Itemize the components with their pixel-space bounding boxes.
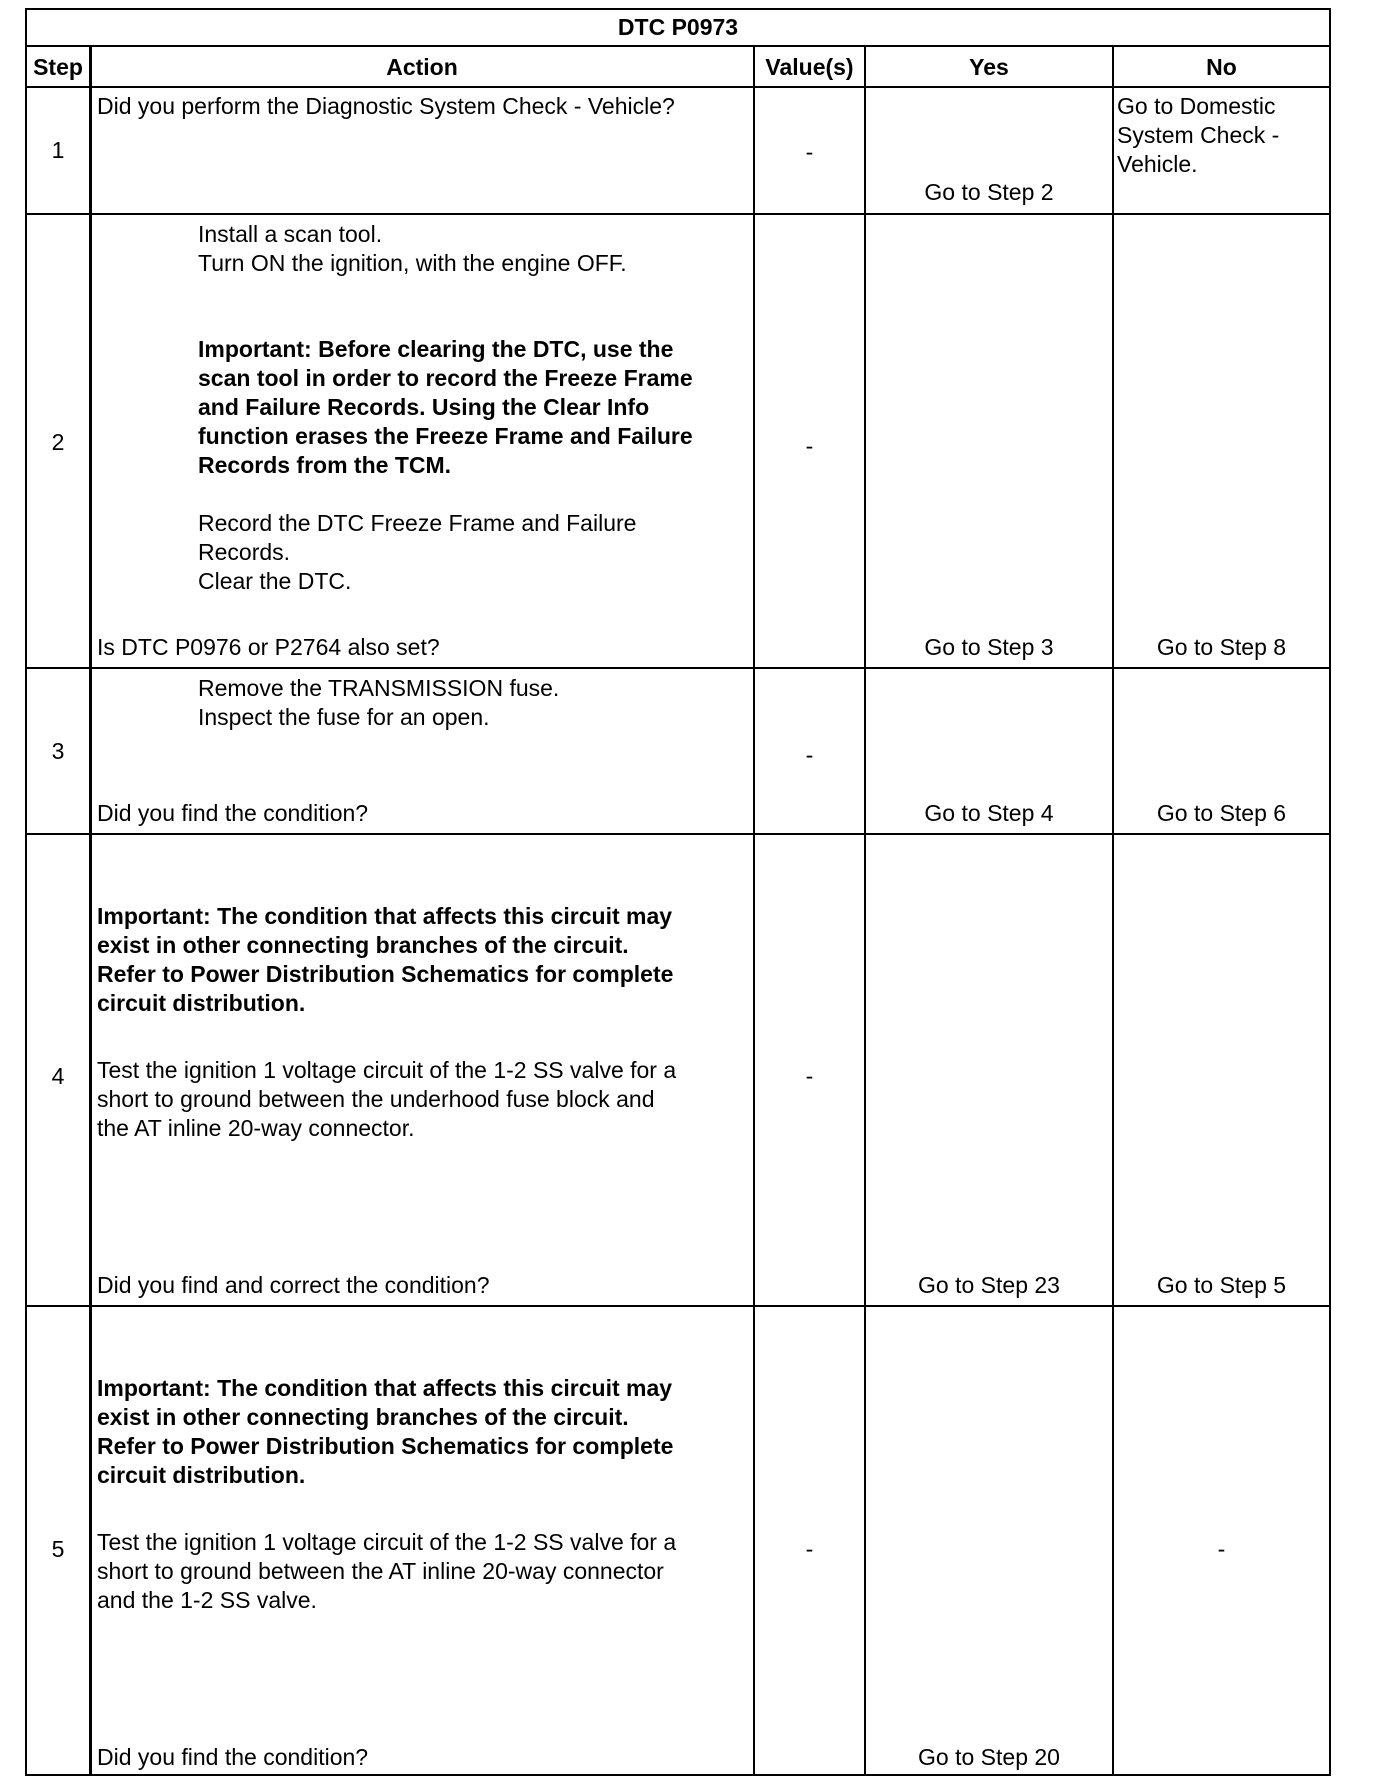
no-result: System Check - [1117,122,1280,148]
important-note: Important: The condition that affects this circuit may [97,903,673,929]
value-cell: - [805,742,814,768]
column-divider [1112,45,1114,1776]
yes-result: Go to Step 4 [924,800,1054,826]
column-divider [753,45,755,1776]
action-question: Did you find and correct the condition? [97,1272,490,1298]
important-note: Records from the TCM. [198,452,452,478]
action-text: Test the ignition 1 voltage circuit of the 1-2 SS valve for a [97,1529,677,1555]
action-text: Remove the TRANSMISSION fuse. [198,675,560,701]
step-number: 3 [51,738,65,764]
action-text: Test the ignition 1 voltage circuit of the 1-2 SS valve for a [97,1057,677,1083]
step-number: 1 [51,137,65,163]
row-divider [27,45,1329,47]
no-result: Go to Step 6 [1156,800,1287,826]
important-note: exist in other connecting branches of the circuit. [97,932,629,958]
column-divider [864,45,866,1776]
action-text: Did you perform the Diagnostic System Check - Vehicle? [97,93,675,119]
action-question: Is DTC P0976 or P2764 also set? [97,634,440,660]
row-divider [27,86,1329,88]
action-text: Clear the DTC. [198,568,352,594]
header-yes: Yes [969,54,1009,80]
value-cell: - [805,1536,814,1562]
header-action: Action [386,54,458,80]
diagnostic-table [25,8,1331,1776]
action-question: Did you find the condition? [97,800,369,826]
important-note: function erases the Freeze Frame and Failure [198,423,693,449]
header-step: Step [33,54,83,80]
column-divider [89,45,92,1776]
no-result: Go to Domestic [1117,93,1276,119]
no-result: - [1217,1536,1226,1562]
action-text: short to ground between the AT inline 20-way connector [97,1558,664,1584]
value-cell: - [805,139,814,165]
no-result: Vehicle. [1117,151,1198,177]
important-note: Important: The condition that affects this circuit may [97,1375,673,1401]
important-note: Important: Before clearing the DTC, use the [198,336,674,362]
header-values: Value(s) [765,54,854,80]
important-note: Refer to Power Distribution Schematics for complete [97,961,674,987]
step-number: 4 [51,1063,65,1089]
step-number: 5 [51,1536,65,1562]
action-text: Record the DTC Freeze Frame and Failure [198,510,637,536]
step-number: 2 [51,429,65,455]
no-result: Go to Step 5 [1156,1272,1287,1298]
action-question: Did you find the condition? [97,1744,369,1770]
important-note: circuit distribution. [97,990,306,1016]
action-text: and the 1-2 SS valve. [97,1587,317,1613]
action-text: Turn ON the ignition, with the engine OFF. [198,250,627,276]
action-text: short to ground between the underhood fuse block and [97,1086,655,1112]
row-divider [27,213,1329,215]
yes-result: Go to Step 2 [924,179,1054,205]
header-no: No [1206,54,1237,80]
yes-result: Go to Step 20 [918,1744,1060,1770]
value-cell: - [805,1063,814,1089]
important-note: scan tool in order to record the Freeze Frame [198,365,693,391]
row-divider [27,667,1329,669]
action-text: Inspect the fuse for an open. [198,704,490,730]
action-text: Records. [198,539,291,565]
row-divider [27,833,1329,835]
important-note: and Failure Records. Using the Clear Info [198,394,650,420]
action-text: the AT inline 20-way connector. [97,1115,415,1141]
action-text: Install a scan tool. [198,221,383,247]
important-note: circuit distribution. [97,1462,306,1488]
important-note: exist in other connecting branches of the circuit. [97,1404,629,1430]
table-title: DTC P0973 [617,14,739,40]
important-note: Refer to Power Distribution Schematics for complete [97,1433,674,1459]
row-divider [27,1305,1329,1307]
yes-result: Go to Step 3 [924,634,1054,660]
no-result: Go to Step 8 [1156,634,1287,660]
value-cell: - [805,433,814,459]
yes-result: Go to Step 23 [918,1272,1060,1298]
